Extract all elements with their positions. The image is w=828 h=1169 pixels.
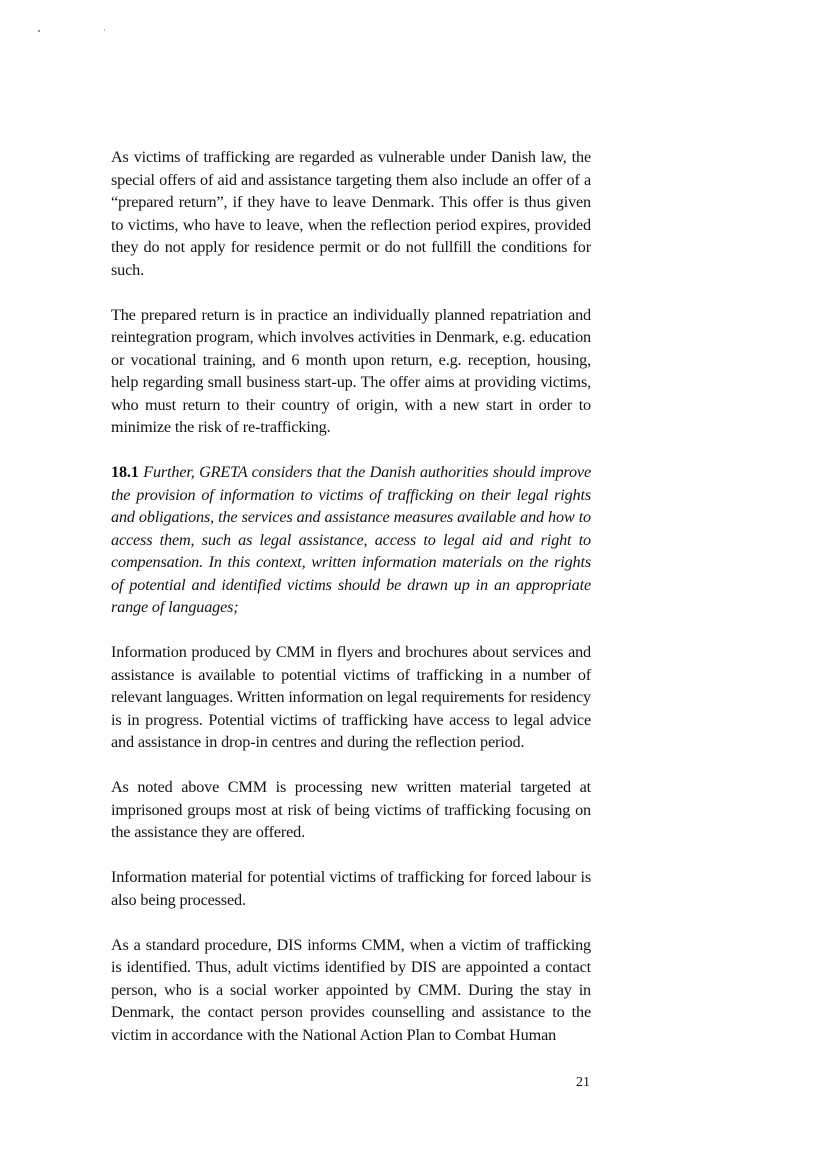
paragraph-greta-recommendation xyxy=(111,461,591,619)
paragraph-information-materials: Information produced by CMM in flyers and brochures about services and assistance is available to potential victims of trafficking in a number of relevant languages. Written information on legal requirements for residency is in progress. Potential victims of trafficking have access to legal advice and assistance in drop-in centres and during the reflection period. xyxy=(111,643,591,751)
scan-speck xyxy=(104,29,105,31)
paragraph-prepared-return-offer: As victims of trafficking are regarded as vulnerable under Danish law, the special offers of aid and assistance targeting them also include an offer of a “prepared return”, if they have to leave Denmark. This offer is thus given to victims, who have to leave, when the reflection period expires, provided they do not apply for residence permit or do not fullfill the conditions for such. xyxy=(111,148,591,279)
page-number: 21 xyxy=(576,1075,590,1090)
paragraph-standard-procedure: As a standard procedure, DIS informs CMM, when a victim of trafficking is identified. Thus, adult victims identified by DIS are appointed a contact person, who is a social worker appointed by CMM. During the stay in Denmark, the contact person provides counselling and assistance to the victim in accordance with the National Action Plan to Combat Human xyxy=(111,935,591,1044)
recommendation-text: Further, GRETA considers that the Danish authorities should improve the provision of information to victims of trafficking on their legal rights and obligations, the services and assistance measures available and how to access them, such as legal assistance, access to legal aid and right to compensation. In this context, written information materials on the rights of potential and identified victims should be drawn up in an appropriate range of languages; xyxy=(111,463,591,616)
scan-speck xyxy=(38,30,40,32)
paragraph-imprisoned-groups: As noted above CMM is processing new written material targeted at imprisoned groups most at risk of being victims of trafficking focusing on the assistance they are offered. xyxy=(111,778,591,841)
paragraph-forced-labour: Information material for potential victims of trafficking for forced labour is also being processed. xyxy=(111,868,591,909)
document-body xyxy=(111,146,591,1069)
paragraph-prepared-return-program: The prepared return is in practice an individually planned repatriation and reintegration program, which involves activities in Denmark, e.g. education or vocational training, and 6 month upon return, e.g. reception, housing, help regarding small business start-up. The offer aims at providing victims, who must return to their country of origin, with a new start in order to minimize the risk of re-trafficking. xyxy=(111,305,591,436)
recommendation-number: 18.1 xyxy=(111,463,139,481)
